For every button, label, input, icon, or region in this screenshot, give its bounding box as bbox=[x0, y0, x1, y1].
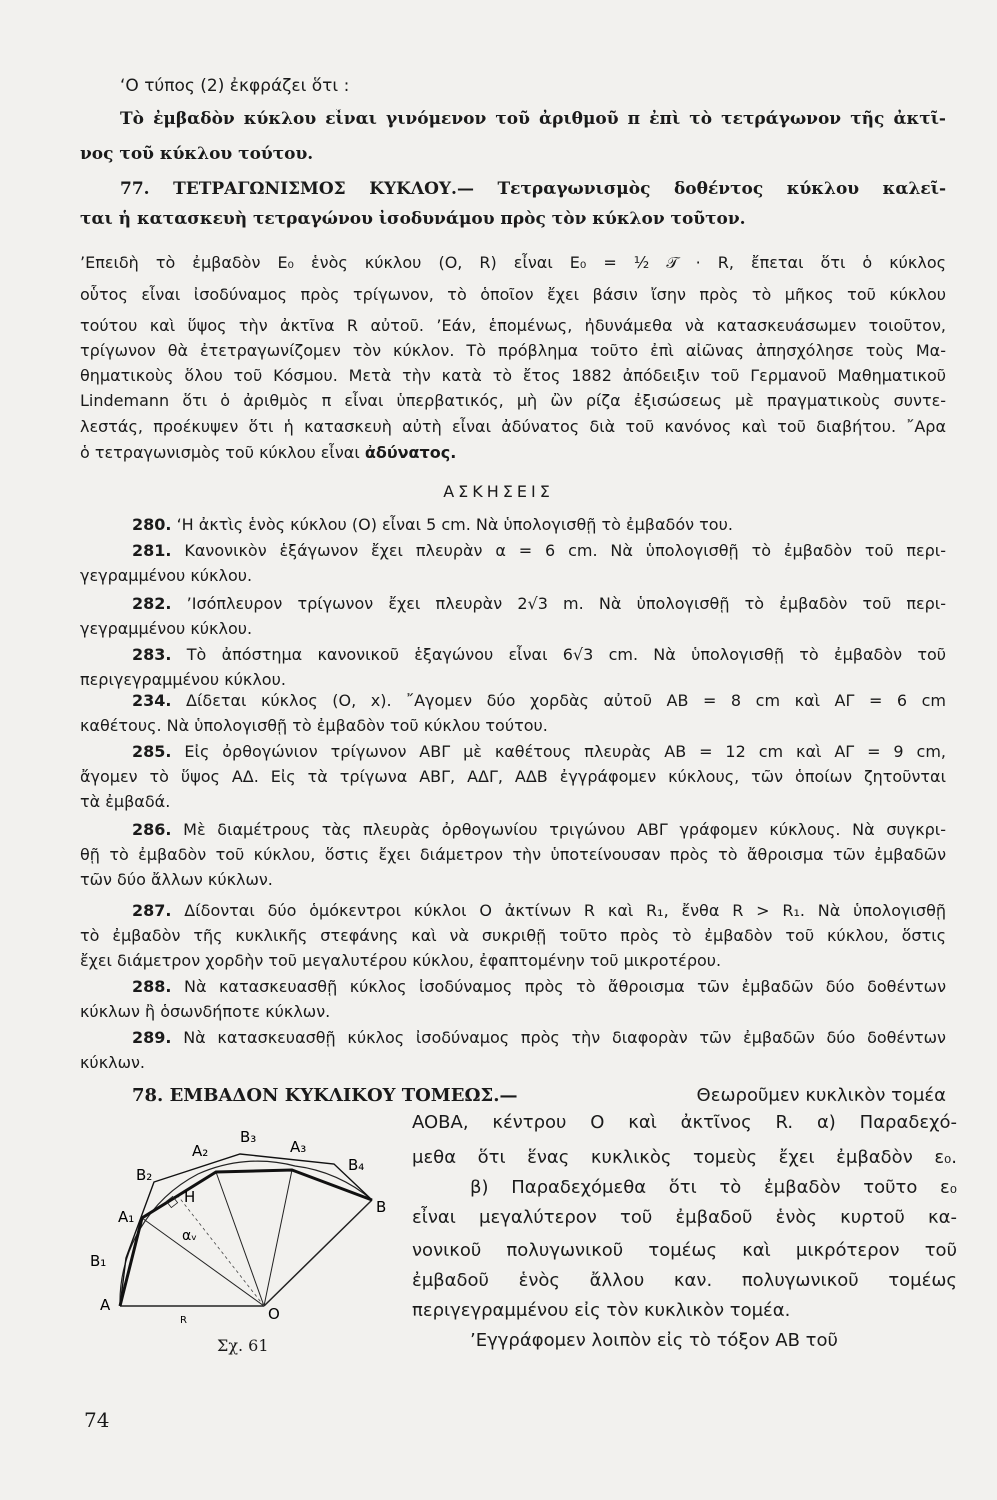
exercise-text: ’Ισόπλευρον τρίγωνον ἔχει πλευρὰν 2√3 m. Νὰ ὑπολογισθῇ τὸ ἐμβαδὸν τοῦ περι- bbox=[186, 594, 946, 613]
label-alpha-v: αᵥ bbox=[182, 1228, 198, 1244]
section-78-line: μεθα ὅτι ἕνας κυκλικὸς τομεὺς ἔχει ἐμβαδὸν ε₀. bbox=[412, 1147, 957, 1168]
exercise-line bbox=[132, 691, 946, 711]
exercise-line bbox=[132, 820, 946, 840]
label-B: B bbox=[376, 1198, 387, 1216]
label-A2: A₂ bbox=[192, 1142, 209, 1160]
section-78-line: νονικοῦ πολυγωνικοῦ τομέως καὶ μικρότερον τοῦ bbox=[412, 1240, 957, 1261]
exercise-text: Εἰς ὀρθογώνιον τρίγωνον ΑΒΓ μὲ καθέτους πλευρὰς AB = 12 cm καὶ ΑΓ = 9 cm, bbox=[184, 742, 946, 761]
section-77-line: Lindemann ὅτι ὁ ἀριθμὸς π εἶναι ὑπερβατικός, μὴ ὢν ρίζα ἐξισώσεως μὲ πραγματικοὺς συντε- bbox=[80, 391, 946, 410]
exercise-line bbox=[132, 541, 946, 561]
impossible-word: ἀδύνατος. bbox=[364, 443, 457, 462]
label-B1: B₁ bbox=[90, 1252, 107, 1270]
exercise-line: τῶν δύο ἄλλων κύκλων. bbox=[80, 870, 273, 889]
figure-caption: Σχ. 61 bbox=[217, 1336, 269, 1355]
exercise-line: κύκλων ἢ ὁσωνδήποτε κύκλων. bbox=[80, 1002, 331, 1021]
formula-reference: ‘Ο τύπος (2) ἐκφράζει ὅτι : bbox=[120, 76, 350, 96]
exercise-number: 289. bbox=[132, 1028, 172, 1047]
statement-line-1: Τὸ ἐμβαδὸν κύκλου εἶναι γινόμενον τοῦ ἀριθμοῦ π ἐπὶ τὸ τετράγωνον τῆς ἀκτῖ- bbox=[120, 109, 946, 129]
exercise-line: θῇ τὸ ἐμβαδὸν τοῦ κύκλου, ὅστις ἔχει διάμετρον τὴν ὑποτείνουσαν πρὸς τὸ ἄθροισμα τῶν ἐμβαδῶν bbox=[80, 845, 946, 864]
label-A: A bbox=[100, 1296, 111, 1314]
section-77-title-1: 77. ΤΕΤΡΑΓΩΝΙΣΜΟΣ ΚΥΚΛΟΥ.— Τετραγωνισμὸς δοθέντος κύκλου καλεῖ- bbox=[120, 179, 946, 199]
exercise-line bbox=[132, 1028, 946, 1048]
exercise-line: γεγραμμένου κύκλου. bbox=[80, 619, 253, 638]
exercise-line bbox=[132, 594, 946, 614]
exercise-number: 285. bbox=[132, 742, 172, 761]
exercise-text: Νὰ κατασκευασθῇ κύκλος ἰσοδύναμος πρὸς τὸ ἄθροισμα τῶν ἐμβαδῶν δύο δοθέντων bbox=[183, 977, 946, 996]
exercise-line: ἔχει διάμετρον χορδὴν τοῦ μεγαλυτέρου κύκλου, ἐφαπτομένην τοῦ μικροτέρου. bbox=[80, 951, 722, 970]
section-78-line: εἶναι μεγαλύτερον τοῦ ἐμβαδοῦ ἑνὸς κυρτοῦ κα- bbox=[412, 1207, 957, 1228]
exercise-number: 281. bbox=[132, 541, 172, 560]
label-A1: A₁ bbox=[118, 1208, 135, 1226]
label-O: O bbox=[268, 1305, 280, 1323]
section-78-title-tail: Θεωροῦμεν κυκλικὸν τομέα bbox=[696, 1085, 946, 1106]
exercise-number: 280. bbox=[132, 515, 172, 534]
statement-line-2: νος τοῦ κύκλου τούτου. bbox=[80, 144, 314, 164]
label-R: R bbox=[180, 1315, 187, 1326]
exercise-line bbox=[132, 515, 946, 535]
figure-61 bbox=[80, 1118, 400, 1328]
exercise-text: ‘Η ἀκτὶς ἑνὸς κύκλου (O) εἶναι 5 cm. Νὰ ὑπολογισθῇ τὸ ἐμβαδόν του. bbox=[176, 515, 733, 534]
exercise-number: 283. bbox=[132, 645, 172, 664]
exercise-line: ἄγομεν τὸ ὕψος ΑΔ. Εἰς τὰ τρίγωνα ΑΒΓ, ΑΔΓ, ΑΔΒ ἐγγράφομεν κύκλους, τῶν ὁποίων ζητοῦνται bbox=[80, 767, 946, 786]
exercise-text: Μὲ διαμέτρους τὰς πλευρὰς ὀρθογωνίου τριγώνου ΑΒΓ γράφομεν κύκλους. Νὰ συγκρι- bbox=[183, 820, 946, 839]
section-77-title-2: ται ἡ κατασκευὴ τετραγώνου ἰσοδυνάμου πρὸς τὸν κύκλον τοῦτον. bbox=[80, 209, 746, 229]
exercise-number: 287. bbox=[132, 901, 172, 920]
exercise-text: Νὰ κατασκευασθῇ κύκλος ἰσοδύναμος πρὸς τὴν διαφορὰν τῶν ἐμβαδῶν δύο δοθέντων bbox=[183, 1028, 946, 1047]
label-B4: B₄ bbox=[348, 1156, 365, 1174]
exercise-line: κύκλων. bbox=[80, 1053, 146, 1072]
exercise-line: καθέτους. Νὰ ὑπολογισθῇ τὸ ἐμβαδὸν τοῦ κύκλου τούτου. bbox=[80, 716, 548, 735]
section-77-last-line bbox=[80, 443, 946, 463]
radius-OA3 bbox=[264, 1170, 292, 1306]
radius-OB bbox=[264, 1200, 372, 1306]
label-B2: B₂ bbox=[136, 1166, 153, 1184]
exercise-number: 288. bbox=[132, 977, 172, 996]
exercise-number: 234. bbox=[132, 691, 172, 710]
label-H: H bbox=[184, 1188, 196, 1206]
radius-OA2 bbox=[216, 1172, 264, 1306]
section-77-line: τούτου καὶ ὕψος τὴν ἀκτῖνα R αὐτοῦ. ’Εάν, ἑπομένως, ἠδυνάμεθα νὰ κατασκευάσωμεν τοιοῦτον, bbox=[80, 316, 946, 335]
exercise-number: 286. bbox=[132, 820, 172, 839]
exercise-text: Δίδονται δύο ὁμόκεντροι κύκλοι O ἀκτίνων R καὶ R₁, ἔνθα R > R₁. Νὰ ὑπολογισθῇ bbox=[184, 901, 946, 920]
page-number: 74 bbox=[84, 1408, 110, 1432]
section-78-title: 78. ΕΜΒΑΔΟΝ ΚΥΚΛΙΚΟΥ ΤΟΜΕΩΣ.— bbox=[132, 1085, 518, 1106]
exercise-line bbox=[132, 742, 946, 762]
section-78-line: β) Παραδεχόμεθα ὅτι τὸ ἐμβαδὸν τοῦτο ε₀ bbox=[470, 1177, 957, 1198]
section-77-line: ’Επειδὴ τὸ ἐμβαδὸν E₀ ἑνὸς κύκλου (O, R) εἶναι E₀ = ½ 𝒯 · R, ἔπεται ὅτι ὁ κύκλος bbox=[80, 253, 946, 272]
exercise-line bbox=[132, 977, 946, 997]
exercise-text: Δίδεται κύκλος (O, x). ῎Αγομεν δύο χορδὰς αὐτοῦ AB = 8 cm καὶ ΑΓ = 6 cm bbox=[186, 691, 946, 710]
exercise-line bbox=[132, 901, 946, 921]
sector-arc bbox=[120, 1161, 372, 1306]
label-A3: A₃ bbox=[290, 1138, 307, 1156]
exercise-line: περιγεγραμμένου κύκλου. bbox=[80, 670, 286, 689]
section-77-line: τρίγωνον θὰ ἐτετραγωνίζομεν τὸν κύκλον. Τὸ πρόβλημα τοῦτο ἐπὶ αἰῶνας ἀπησχόλησε τοὺς Μα- bbox=[80, 341, 946, 360]
exercise-text: Κανονικὸν ἑξάγωνον ἔχει πλευρὰν α = 6 cm. Νὰ ὑπολογισθῇ τὸ ἐμβαδὸν τοῦ περι- bbox=[184, 541, 946, 560]
exercise-number: 282. bbox=[132, 594, 172, 613]
label-B3: B₃ bbox=[240, 1128, 257, 1146]
last-line-text: ὁ τετραγωνισμὸς τοῦ κύκλου εἶναι bbox=[80, 443, 365, 462]
section-77-line: λεστάς, προέκυψεν ὅτι ἡ κατασκευὴ αὐτὴ εἶναι ἀδύνατος διὰ τοῦ κανόνος καὶ τοῦ διαβήτου. ῎Αρα bbox=[80, 417, 946, 436]
apothem-OH bbox=[178, 1196, 264, 1306]
exercise-line: τὸ ἐμβαδὸν τῆς κυκλικῆς στεφάνης καὶ νὰ συκριθῇ τοῦτο πρὸς τὸ ἐμβαδὸν τοῦ κύκλου, ὅστις bbox=[80, 926, 946, 945]
section-77-line: οὗτος εἶναι ἰσοδύναμος πρὸς τρίγωνον, τὸ ὁποῖον ἔχει βάσιν ἴσην πρὸς τὸ μῆκος τοῦ κύκλου bbox=[80, 285, 946, 304]
section-78-line: περιγεγραμμένου εἰς τὸν κυκλικὸν τομέα. bbox=[412, 1300, 791, 1321]
exercise-line: τὰ ἐμβαδά. bbox=[80, 792, 171, 811]
exercises-heading: ΑΣΚΗΣΕΙΣ bbox=[443, 482, 554, 501]
exercise-line: γεγραμμένου κύκλου. bbox=[80, 566, 253, 585]
exercise-line bbox=[132, 645, 946, 665]
exercise-text: Τὸ ἀπόστημα κανονικοῦ ἑξαγώνου εἶναι 6√3 cm. Νὰ ὑπολογισθῇ τὸ ἐμβαδὸν τοῦ bbox=[186, 645, 946, 664]
section-78-heading bbox=[132, 1081, 946, 1111]
section-78-line: AOBA, κέντρου O καὶ ἀκτῖνος R. α) Παραδεχό- bbox=[412, 1112, 957, 1133]
section-78-line: ἐμβαδοῦ ἑνὸς ἄλλου καν. πολυγωνικοῦ τομέως bbox=[412, 1270, 957, 1291]
section-77-line: θηματικοὺς ὅλου τοῦ Κόσμου. Μετὰ τὴν κατὰ τὸ ἔτος 1882 ἀπόδειξιν τοῦ Γερμανοῦ Μαθηματικοῦ bbox=[80, 366, 946, 385]
section-78-line: ’Εγγράφομεν λοιπὸν εἰς τὸ τόξον AB τοῦ bbox=[470, 1330, 838, 1351]
radius-OA1 bbox=[142, 1218, 264, 1306]
